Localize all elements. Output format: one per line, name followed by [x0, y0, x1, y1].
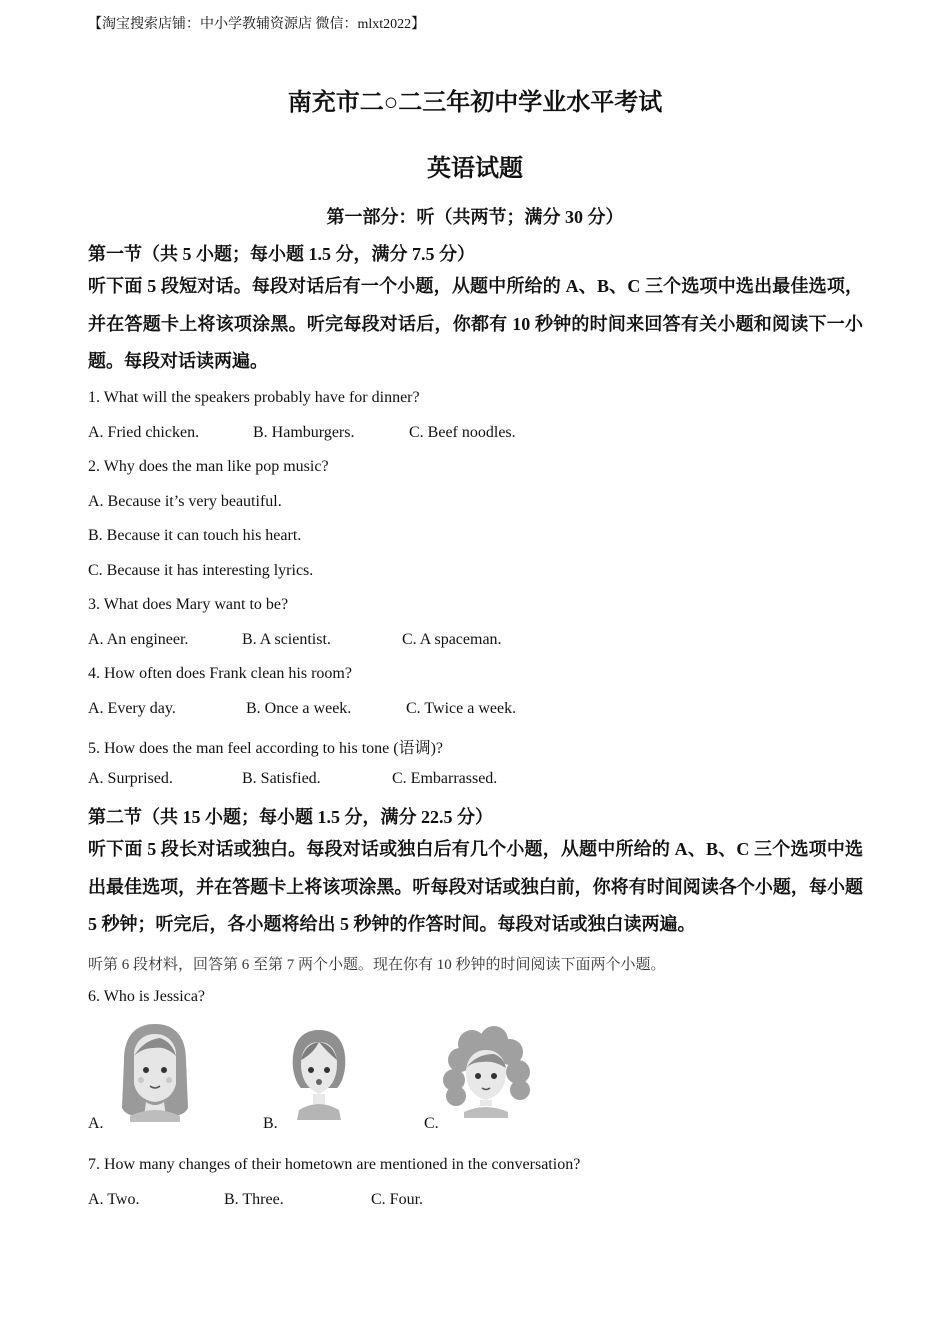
section-one-instructions: 听下面 5 段短对话。每段对话后有一个小题，从题中所给的 A、B、C 三个选项中选出最佳选项，并在答题卡上将该项涂黑。听完每段对话后，你都有 10 秒钟的时间来回答有关小题和阅读下一小题。每段对话读两遍。 [88, 276, 863, 371]
q5-option-b: B. Satisfied. [242, 770, 321, 787]
question-5: 5. How does the man feel according to his tone (语调)? [88, 740, 444, 757]
q7-option-a: A. Two. [88, 1191, 140, 1208]
q4-option-a: A. Every day. [88, 700, 176, 717]
q7-option-c: C. Four. [371, 1191, 424, 1208]
page-header: 【淘宝搜索店铺：中小学教辅资源店 微信：mlxt2022】 [88, 17, 426, 32]
question-1: 1. What will the speakers probably have for dinner? [88, 389, 420, 406]
section-two-note: 听第 6 段材料，回答第 6 至第 7 两个小题。现在你有 10 秒钟的时间阅读下面两个小题。 [88, 957, 666, 973]
q1-option-c: C. Beef noodles. [409, 424, 516, 441]
q6-option-c: C. [424, 1115, 439, 1132]
girl-short-hair-image [283, 1024, 355, 1122]
question-6: 6. Who is Jessica? [88, 988, 206, 1005]
q3-option-c: C. A spaceman. [402, 631, 502, 648]
q2-option-b: B. Because it can touch his heart. [88, 527, 302, 544]
q1-option-b: B. Hamburgers. [253, 424, 355, 441]
section-one-heading: 第一节（共 5 小题；每小题 1.5 分，满分 7.5 分） [88, 244, 475, 264]
exam-title: 南充市二○二三年初中学业水平考试 [287, 90, 663, 116]
q3-option-b: B. A scientist. [242, 631, 331, 648]
girl-long-hair-image [116, 1020, 194, 1122]
part-one-title: 第一部分：听（共两节；满分 30 分） [326, 207, 624, 227]
question-7: 7. How many changes of their hometown are mentioned in the conversation? [88, 1156, 581, 1173]
subject-title: 英语试题 [427, 156, 523, 182]
q1-option-a: A. Fried chicken. [88, 424, 200, 441]
q4-option-b: B. Once a week. [246, 700, 352, 717]
section-two-heading: 第二节（共 15 小题；每小题 1.5 分，满分 22.5 分） [88, 807, 493, 827]
q2-option-a: A. Because it’s very beautiful. [88, 493, 282, 510]
girl-curly-hair-image [442, 1026, 532, 1118]
q5-option-a: A. Surprised. [88, 770, 173, 787]
question-3: 3. What does Mary want to be? [88, 596, 289, 613]
q7-option-b: B. Three. [224, 1191, 284, 1208]
section-two-instructions: 听下面 5 段长对话或独白。每段对话或独白后有几个小题，从题中所给的 A、B、C 三个选项中选出最佳选项，并在答题卡上将该项涂黑。听每段对话或独白前，你将有时间阅读各个小题，每小题 5 秒钟；听完后，各小题将给出 5 秒钟的作答时间。每段对话或独白读两遍。 [88, 839, 863, 934]
q4-option-c: C. Twice a week. [406, 700, 517, 717]
q2-option-c: C. Because it has interesting lyrics. [88, 562, 314, 579]
q3-option-a: A. An engineer. [88, 631, 189, 648]
question-4: 4. How often does Frank clean his room? [88, 665, 352, 682]
q5-option-c: C. Embarrassed. [392, 770, 498, 787]
q6-option-b: B. [263, 1115, 278, 1132]
q6-option-a: A. [88, 1115, 104, 1132]
question-2: 2. Why does the man like pop music? [88, 458, 329, 475]
